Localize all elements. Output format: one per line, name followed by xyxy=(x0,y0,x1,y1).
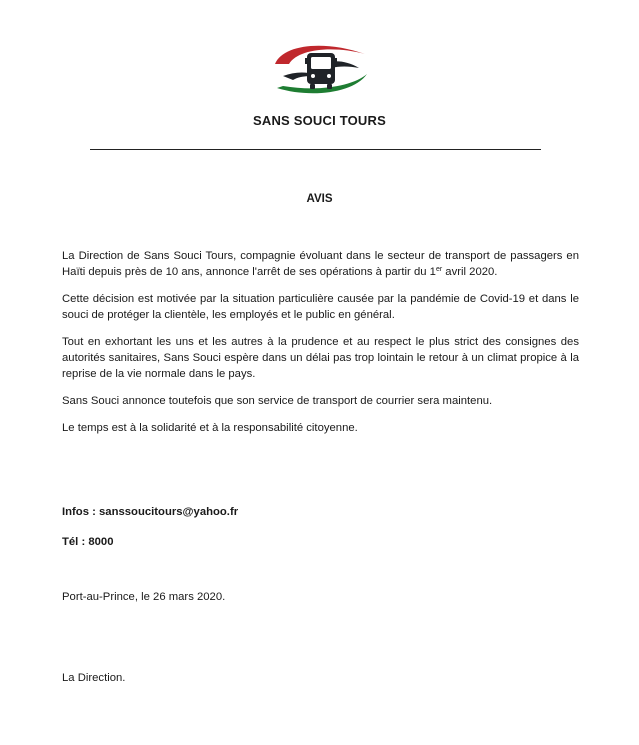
notice-paragraph-5: Le temps est à la solidarité et à la responsabilité citoyenne. xyxy=(62,422,358,434)
company-name: SANS SOUCI TOURS xyxy=(253,113,386,128)
notice-body xyxy=(62,248,579,447)
notice-paragraph-3: Tout en exhortant les uns et les autres à la prudence et au respect le plus strict des consignes des autorités sanitaires, Sans Souci espère dans un délai pas trop lointain le retour à un climat propice à la reprise de la vie normale dans le pays. xyxy=(62,336,579,380)
contact-phone: Tél : 8000 xyxy=(62,536,114,548)
contact-email: Infos : sanssoucitours@yahoo.fr xyxy=(62,506,239,518)
bus-logo-icon xyxy=(269,40,373,102)
notice-paragraph-2: Cette décision est motivée par la situation particulière causée par la pandémie de Covid-19 et dans le souci de protéger la clientèle, les employés et le public en général. xyxy=(62,293,579,321)
signature: La Direction. xyxy=(62,672,126,684)
header-divider xyxy=(90,149,541,150)
notice-title: AVIS xyxy=(306,193,333,205)
notice-paragraph-4: Sans Souci annonce toutefois que son service de transport de courrier sera maintenu. xyxy=(62,395,493,407)
notice-paragraph-1: La Direction de Sans Souci Tours, compagnie évoluant dans le secteur de transport de passagers en Haïti depuis près de 10 ans, annonce l'arrêt de ses opérations à partir du 1er avril 2020. xyxy=(62,250,579,278)
place-date: Port-au-Prince, le 26 mars 2020. xyxy=(62,591,226,603)
